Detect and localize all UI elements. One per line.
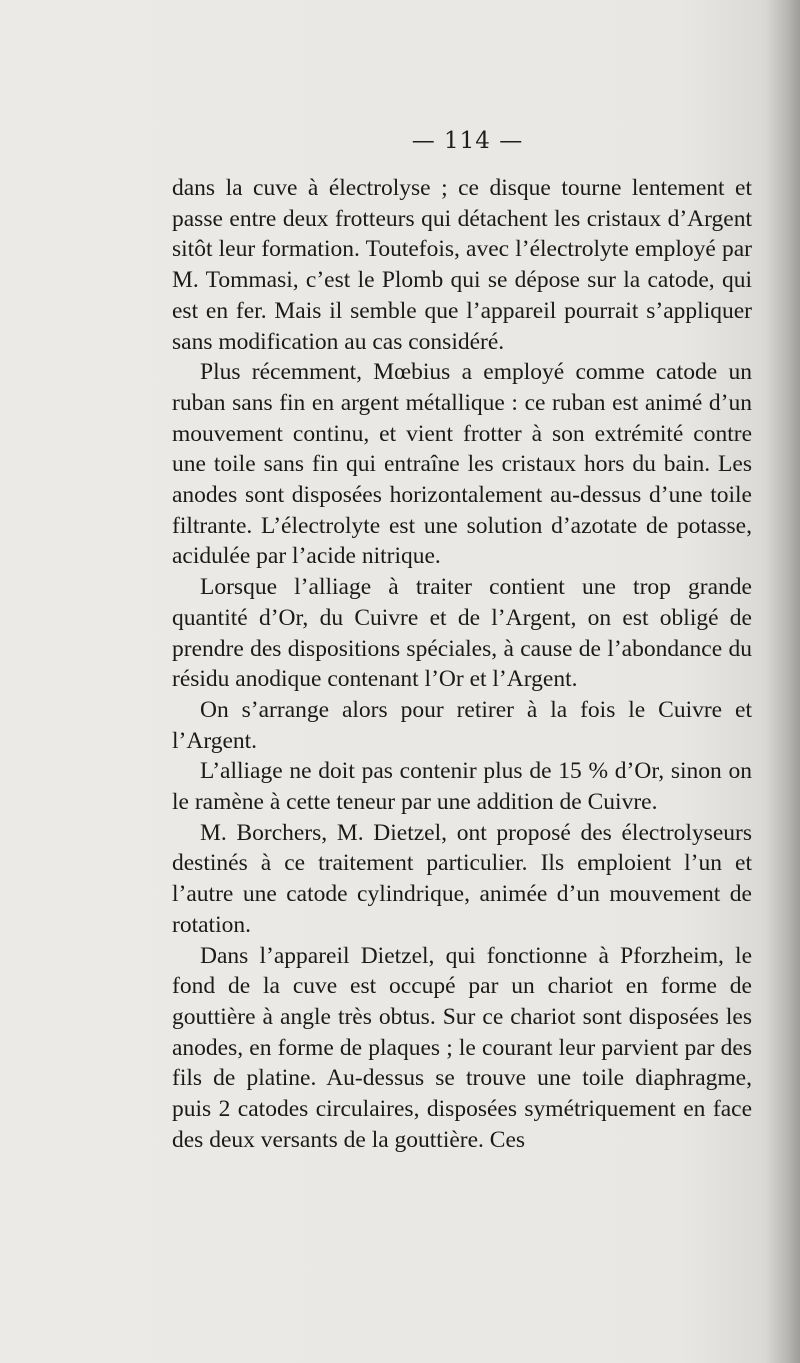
page-number: — 114 — — [411, 128, 524, 154]
paragraph: On s’arrange alors pour retirer à la fois le Cuivre et l’Argent. — [172, 696, 752, 754]
paragraph: M. Borchers, M. Dietzel, ont proposé des électrolyseurs destinés à ce traitement particulier. Ils emploient l’un et l’autre une catode cylindrique, animée d’un mouvement de rotation. — [172, 819, 752, 938]
paragraph: L’alliage ne doit pas contenir plus de 15 % d’Or, sinon on le ramène à cette teneur par une addition de Cuivre. — [172, 758, 752, 816]
paragraph: Plus récemment, Mœbius a employé comme catode un ruban sans fin en argent métallique : ce ruban est animé d’un mouvement continu, et vient frotter à son extrémité contre une toile sans fin qui entraîne les cristaux hors du bain. Les anodes sont disposées horizontalement au-dessus d’une toile filtrante. L’électrolyte est une solution d’azotate de potasse, acidulée par l’acide nitrique. — [172, 359, 752, 570]
paragraph: dans la cuve à électrolyse ; ce disque tourne lentement et passe entre deux frotteurs qui détachent les cristaux d’Argent sitôt leur formation. Toutefois, avec l’électrolyte employé par M. Tommasi, c’est le Plomb qui se dépose sur la catode, qui est en fer. Mais il semble que l’appareil pourrait s’appliquer sans modification au cas considéré. — [172, 175, 752, 355]
page-edge-shadow — [766, 0, 800, 1363]
paragraph: Dans l’appareil Dietzel, qui fonctionne à Pforzheim, le fond de la cuve est occupé par un chariot en forme de gouttière à angle très obtus. Sur ce chariot sont disposées les anodes, en forme de plaques ; le courant leur parvient par des fils de platine. Au-dessus se trouve une toile diaphragme, puis 2 catodes circulaires, disposées symétriquement en face des deux versants de la gouttière. Ces — [172, 942, 752, 1153]
paragraph: Lorsque l’alliage à traiter contient une trop grande quantité d’Or, du Cuivre et de l’Argent, on est obligé de prendre des dispositions spéciales, à cause de l’abondance du résidu anodique contenant l’Or et l’Argent. — [172, 574, 752, 693]
body-text — [172, 173, 752, 1156]
